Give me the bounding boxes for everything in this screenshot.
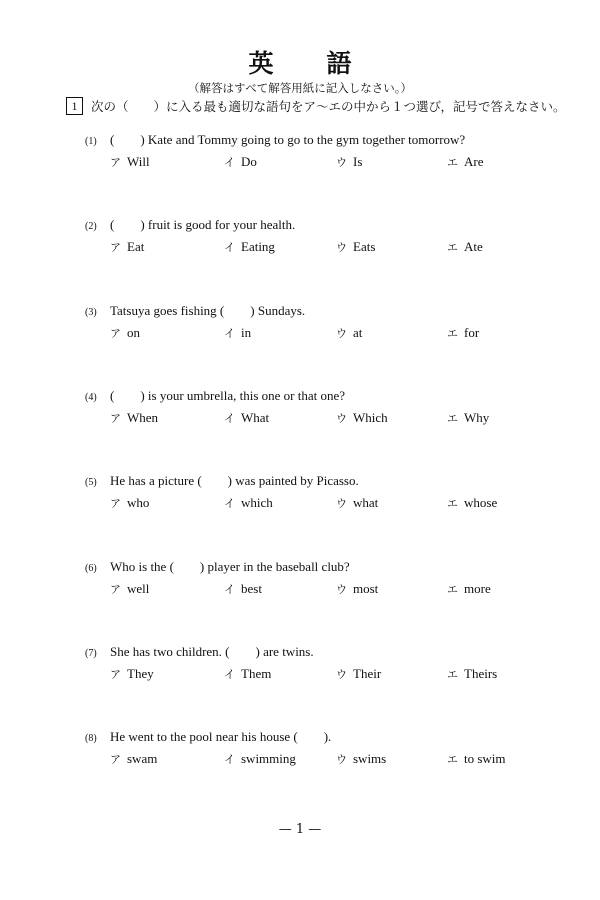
choice-text: to swim — [464, 751, 506, 767]
choice-text: which — [241, 495, 273, 511]
choice-text: Why — [464, 409, 490, 425]
choice-mark: ア — [110, 582, 121, 596]
choice-option — [447, 154, 484, 170]
question-line — [85, 385, 565, 404]
choice-option — [224, 154, 257, 170]
choice-text: When — [127, 409, 159, 425]
instruction-text: 次の（ ）に入る最も適切な語句をア～エの中から１つ選び，記号で答えなさい。 — [91, 99, 566, 114]
choice-option — [110, 410, 158, 426]
subtitle: （解答はすべて解答用紙に記入しなさい。） — [187, 81, 413, 95]
choice-option — [224, 751, 296, 767]
choice-option — [224, 666, 271, 682]
choice-option — [336, 410, 388, 426]
choice-row — [85, 154, 565, 172]
choice-mark: エ — [447, 241, 458, 255]
question-text: ( ) fruit is good for your health. — [110, 217, 296, 233]
choice-mark: イ — [224, 156, 235, 169]
question-line — [85, 556, 565, 575]
choice-row — [85, 581, 565, 599]
choice-text: What — [241, 409, 270, 425]
choice-text: swims — [353, 751, 387, 767]
question-line — [85, 300, 565, 319]
choice-text: for — [464, 324, 480, 340]
choice-row — [85, 410, 565, 428]
question-line — [85, 470, 565, 489]
choice-text: more — [464, 580, 491, 596]
question-line — [85, 641, 565, 660]
choice-option — [110, 666, 154, 682]
section-number-box: 1 — [66, 97, 83, 115]
choice-option — [224, 581, 262, 597]
question-text: He went to the pool near his house ( ). — [110, 729, 332, 745]
choice-mark: エ — [447, 411, 458, 425]
choice-text: They — [127, 665, 154, 681]
choice-text: Will — [127, 154, 150, 169]
choice-text: who — [127, 495, 150, 511]
choice-text: swam — [127, 751, 158, 767]
choice-text: Their — [353, 665, 382, 681]
question-number: (4) — [85, 391, 97, 403]
choice-mark: エ — [447, 497, 458, 511]
choice-option — [336, 325, 362, 341]
choice-text: best — [241, 580, 262, 596]
choice-text: in — [241, 324, 252, 340]
choice-row — [85, 495, 565, 513]
choice-text: Eats — [353, 239, 376, 255]
choice-text: Eating — [241, 239, 275, 255]
choice-mark: ウ — [336, 497, 347, 511]
choice-text: Which — [353, 409, 388, 425]
question-item — [85, 556, 565, 599]
question-item — [85, 300, 565, 343]
question-number: (5) — [85, 477, 97, 489]
choice-mark: エ — [447, 582, 458, 596]
question-text: ( ) is your umbrella, this one or that one? — [110, 387, 346, 403]
question-line — [85, 129, 565, 148]
choice-mark: ア — [110, 156, 121, 169]
choice-option — [224, 495, 273, 511]
choice-text: swimming — [241, 751, 296, 767]
choice-text: Ate — [464, 239, 483, 255]
choice-text: Is — [353, 154, 363, 169]
choice-option — [110, 239, 144, 255]
question-number: (6) — [85, 562, 97, 574]
choice-option — [447, 410, 489, 426]
choice-text: Them — [241, 665, 272, 681]
question-line — [85, 214, 565, 233]
question-text: She has two children. ( ) are twins. — [110, 643, 314, 659]
choice-mark: イ — [224, 241, 235, 255]
choice-option — [336, 751, 386, 767]
choice-option — [110, 154, 150, 170]
choice-option — [110, 325, 140, 341]
choice-mark: ウ — [336, 326, 347, 340]
choice-mark: イ — [224, 497, 235, 511]
question-number: (3) — [85, 306, 97, 318]
question-number: (7) — [85, 647, 97, 659]
question-text: He has a picture ( ) was painted by Picasso. — [110, 473, 359, 489]
choice-option — [336, 154, 362, 170]
choice-text: Do — [241, 154, 257, 169]
question-text: Who is the ( ) player in the baseball club? — [110, 558, 350, 574]
choice-mark: ウ — [336, 411, 347, 425]
choice-text: what — [353, 495, 379, 511]
choice-option — [447, 495, 497, 511]
question-number: (1) — [85, 136, 97, 147]
choice-text: on — [127, 324, 140, 340]
choice-option — [447, 751, 506, 767]
choice-option — [336, 581, 378, 597]
choice-text: well — [127, 580, 150, 596]
choice-text: most — [353, 580, 379, 596]
choice-mark: ア — [110, 326, 121, 340]
choice-option — [447, 666, 497, 682]
question-text: ( ) Kate and Tommy going to go to the gym together tomorrow? — [110, 132, 466, 147]
page-number: — 1 — — [278, 822, 322, 837]
question-text: Tatsuya goes fishing ( ) Sundays. — [110, 302, 306, 318]
question-item — [85, 214, 565, 257]
question-line — [85, 726, 565, 745]
choice-option — [336, 239, 375, 255]
choice-mark: ア — [110, 753, 121, 767]
choice-option — [447, 581, 491, 597]
choice-mark: イ — [224, 582, 235, 596]
question-item — [85, 470, 565, 513]
choice-mark: ア — [110, 411, 121, 425]
choice-option — [336, 666, 381, 682]
choice-mark: ウ — [336, 667, 347, 681]
question-item — [85, 129, 565, 172]
choice-text: Eat — [127, 239, 145, 255]
choice-option — [110, 495, 149, 511]
choice-mark: ア — [110, 497, 121, 511]
question-number: (8) — [85, 733, 97, 745]
choice-mark: ア — [110, 241, 121, 255]
choice-row — [85, 666, 565, 684]
choice-mark: ウ — [336, 241, 347, 255]
question-item — [85, 726, 565, 769]
choice-row — [85, 239, 565, 257]
choice-option — [447, 325, 479, 341]
choice-mark: ウ — [336, 156, 347, 169]
choice-option — [224, 239, 275, 255]
choice-option — [447, 239, 483, 255]
choice-text: at — [353, 324, 363, 340]
choice-mark: イ — [224, 326, 235, 340]
section-instruction — [66, 97, 566, 115]
question-number: (2) — [85, 221, 97, 233]
choice-row — [85, 751, 565, 769]
choice-mark: イ — [224, 411, 235, 425]
choice-row — [85, 325, 565, 343]
choice-mark: ウ — [336, 753, 347, 767]
choice-mark: エ — [447, 667, 458, 681]
choice-mark: エ — [447, 326, 458, 340]
page-title: 英 語 — [248, 49, 366, 78]
question-item — [85, 385, 565, 428]
choice-mark: エ — [447, 156, 458, 169]
choice-option — [110, 751, 157, 767]
choice-text: Theirs — [464, 665, 498, 681]
choice-mark: イ — [224, 753, 235, 767]
choice-mark: ウ — [336, 582, 347, 596]
choice-mark: エ — [447, 753, 458, 767]
choice-option — [224, 410, 269, 426]
choice-text: Are — [464, 154, 484, 169]
choice-mark: ア — [110, 667, 121, 681]
choice-option — [110, 581, 149, 597]
choice-mark: イ — [224, 667, 235, 681]
choice-option — [336, 495, 378, 511]
question-item — [85, 641, 565, 684]
choice-option — [224, 325, 251, 341]
choice-text: whose — [464, 495, 498, 511]
